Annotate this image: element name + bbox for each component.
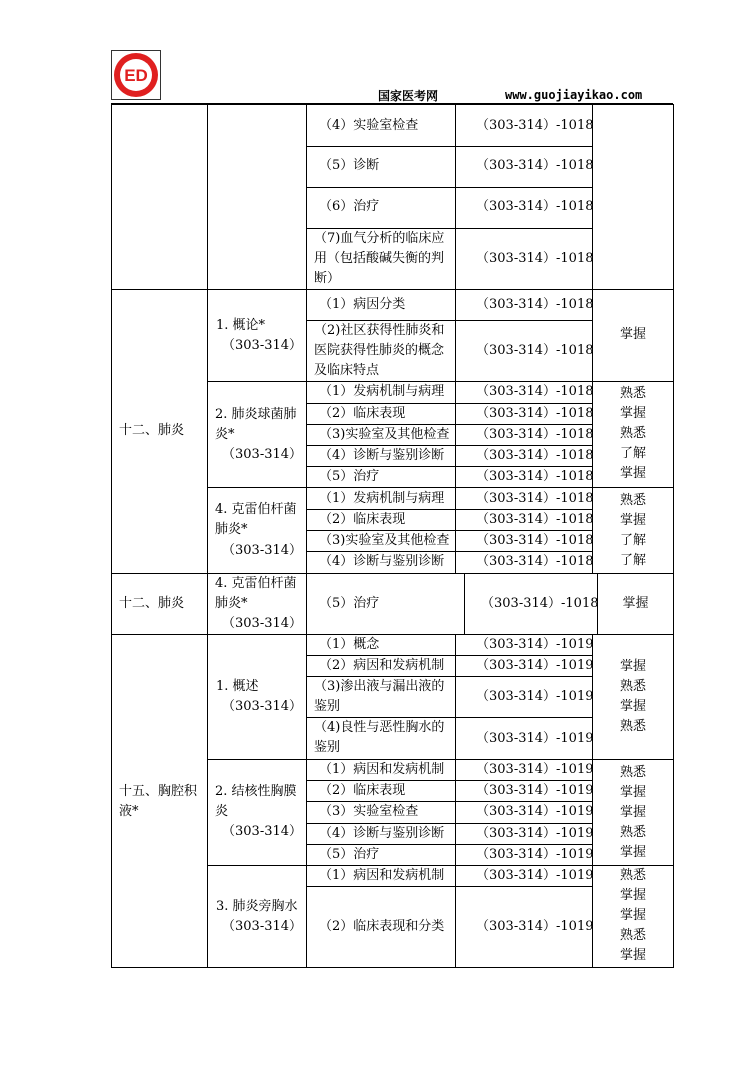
mastery-level: 掌握: [619, 908, 646, 923]
mastery-level: 掌握: [619, 406, 646, 421]
topic-title: 3. 肺炎旁胸水: [216, 899, 298, 914]
table-cell-item: （5）治疗: [319, 847, 380, 862]
mastery-level: 掌握: [619, 466, 646, 481]
table-cell-code: （303-314）-1018: [476, 533, 594, 548]
mastery-level: 掌握: [619, 948, 646, 963]
table-cell-code: （303-314）-1018: [476, 343, 594, 358]
mastery-level: 熟悉: [619, 719, 646, 734]
svg-text:ED: ED: [124, 66, 148, 85]
table-cell-code: （303-314）-1018: [476, 251, 594, 266]
table-cell-code: （303-314）-1018: [476, 118, 594, 133]
topic-code: （303-314）: [222, 699, 303, 714]
table-cell-item: （4)良性与恶性胸水的鉴别: [314, 720, 445, 755]
table-cell-code: （303-314）-1019: [476, 658, 594, 673]
mastery-level: 熟悉: [619, 928, 646, 943]
mastery-level: 熟悉: [619, 765, 646, 780]
table-cell-code: （303-314）-1018: [476, 448, 594, 463]
table-cell-code: （303-314）-1019: [476, 731, 594, 746]
table-cell-item: （2）临床表现和分类: [319, 919, 445, 934]
mastery-level: 了解: [619, 533, 646, 548]
table-cell-code: （303-314）-1019: [476, 762, 594, 777]
topic-code: （303-314）: [222, 919, 303, 934]
table-cell-code: （303-314）-1018: [476, 199, 594, 214]
mastery-level: 熟悉: [619, 868, 646, 883]
mastery-level: 熟悉: [619, 679, 646, 694]
mastery-level: 熟悉: [619, 825, 646, 840]
topic-title: 4. 克雷伯杆菌肺炎*: [215, 576, 297, 611]
mastery-level: 掌握: [622, 596, 649, 611]
table-cell-item: （5）治疗: [319, 469, 380, 484]
table-cell-item: （3)实验室及其他检查: [319, 427, 450, 442]
table-cell-item: （2）临床表现: [319, 406, 406, 421]
table-cell-item: （2)社区获得性肺炎和医院获得性肺炎的概念及临床特点: [314, 323, 445, 378]
table-cell-item: （3)实验室及其他检查: [319, 533, 450, 548]
topic-title: 1. 概述: [216, 679, 259, 694]
table-cell-code: （303-314）-1018: [476, 491, 594, 506]
table-cell-item: （4）诊断与鉴别诊断: [319, 448, 445, 463]
mastery-level: 掌握: [619, 888, 646, 903]
topic-code: （303-314）: [222, 338, 303, 353]
unit-title: 十二、肺炎: [119, 596, 185, 611]
mastery-level: 掌握: [619, 785, 646, 800]
topic-title: 2. 结核性胸膜炎: [215, 784, 297, 819]
header-url[interactable]: www.guojiayikao.com: [505, 88, 643, 102]
table-cell-item: （1）病因和发病机制: [319, 762, 445, 777]
table-cell-code: （303-314）-1018: [476, 297, 594, 312]
unit-title: 十二、肺炎: [119, 423, 185, 438]
table-cell-code: （303-314）-1019: [476, 783, 594, 798]
table-cell-code: （303-314）-1019: [476, 689, 594, 704]
mastery-level: 掌握: [619, 327, 646, 342]
table-cell-code: （303-314）-1018: [481, 596, 599, 611]
table-cell-item: （4）诊断与鉴别诊断: [319, 554, 445, 569]
topic-title: 2. 肺炎球菌肺炎*: [215, 407, 297, 442]
table-cell-code: （303-314）-1019: [476, 826, 594, 841]
topic-code: （303-314）: [222, 447, 303, 462]
table-cell-code: （303-314）-1018: [476, 406, 594, 421]
table-cell-item: （7)血气分析的临床应用（包括酸碱失衡的判断）: [314, 231, 445, 286]
table-cell-item: （3)渗出液与漏出液的鉴别: [314, 679, 445, 714]
table-cell-item: （6）治疗: [319, 199, 380, 214]
table-cell-item: （2）临床表现: [319, 783, 406, 798]
mastery-level: 了解: [619, 446, 646, 461]
topic-title: 4. 克雷伯杆菌肺炎*: [215, 502, 297, 537]
table-cell-code: （303-314）-1019: [476, 804, 594, 819]
table-cell-code: （303-314）-1018: [476, 554, 594, 569]
table-cell-code: （303-314）-1018: [476, 512, 594, 527]
mastery-level: 熟悉: [619, 386, 646, 401]
mastery-level: 熟悉: [619, 426, 646, 441]
table-cell-item: （5）诊断: [319, 158, 380, 173]
table-cell-item: （3）实验室检查: [319, 804, 419, 819]
header-site-name: 国家医考网: [378, 89, 439, 103]
mastery-level: 了解: [619, 553, 646, 568]
site-logo: [111, 50, 161, 100]
mastery-level: 熟悉: [619, 493, 646, 508]
table-cell-item: （1）概念: [319, 637, 380, 652]
table-cell-code: （303-314）-1019: [476, 868, 594, 883]
topic-code: （303-314）: [222, 543, 303, 558]
table-cell-code: （303-314）-1018: [476, 384, 594, 399]
table-cell-item: （2）病因和发病机制: [319, 658, 445, 673]
mastery-level: 掌握: [619, 805, 646, 820]
table-cell-code: （303-314）-1018: [476, 469, 594, 484]
table-cell-item: （1）发病机制与病理: [319, 384, 445, 399]
table-cell-item: （4）实验室检查: [319, 118, 419, 133]
mastery-level: 掌握: [619, 699, 646, 714]
mastery-level: 掌握: [619, 845, 646, 860]
mastery-level: 掌握: [619, 659, 646, 674]
table-cell-item: （2）临床表现: [319, 512, 406, 527]
table-cell-code: （303-314）-1019: [476, 919, 594, 934]
topic-title: 1. 概论*: [216, 318, 266, 333]
table-cell-item: （1）病因和发病机制: [319, 868, 445, 883]
unit-title: 十五、胸腔积液*: [119, 784, 198, 819]
table-cell-code: （303-314）-1019: [476, 637, 594, 652]
table-cell-item: （1）发病机制与病理: [319, 491, 445, 506]
table-cell-code: （303-314）-1019: [476, 847, 594, 862]
table-cell-item: （4）诊断与鉴别诊断: [319, 826, 445, 841]
table-cell-item: （1）病因分类: [319, 297, 406, 312]
topic-code: （303-314）: [222, 824, 303, 839]
table-cell-code: （303-314）-1018: [476, 158, 594, 173]
mastery-level: 掌握: [619, 513, 646, 528]
table-cell-code: （303-314）-1018: [476, 427, 594, 442]
table-cell-item: （5）治疗: [319, 596, 380, 611]
topic-code: （303-314）: [222, 616, 303, 631]
